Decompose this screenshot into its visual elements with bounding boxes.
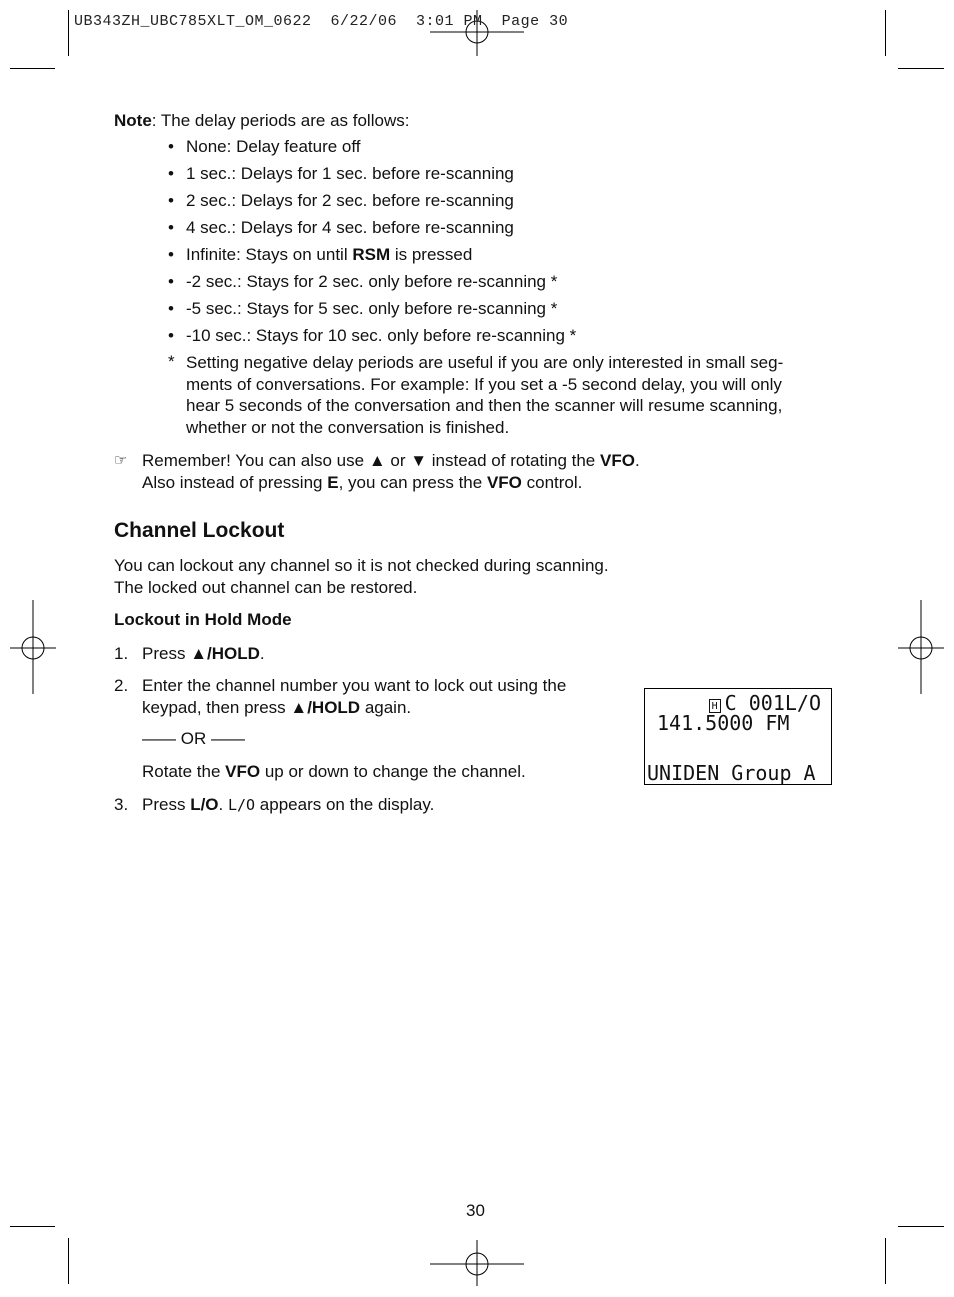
footnote-line: whether or not the conversation is finished. <box>186 417 510 437</box>
tip-line-1 <box>142 450 640 472</box>
bullet: • <box>168 272 174 291</box>
crop-mark <box>10 1226 55 1227</box>
step-text: Enter the channel number you want to lock out using the <box>142 676 567 695</box>
list-item <box>168 326 576 346</box>
crop-mark <box>885 1238 886 1284</box>
list-item-text: 2 sec.: Delays for 2 sec. before re-scanning <box>186 191 514 210</box>
step-text: Rotate the <box>142 762 226 781</box>
list-item <box>168 245 472 265</box>
step-text: up or down to change the channel. <box>260 762 526 781</box>
note-intro-text: : The delay periods are as follows: <box>151 111 410 130</box>
down-arrow-icon: ▼ <box>410 451 428 470</box>
lo-key-label: L/O <box>190 795 219 814</box>
step-text-line <box>142 697 612 719</box>
bullet: • <box>168 164 174 183</box>
crop-mark <box>68 1238 69 1284</box>
lcd-channel: C 001L/O <box>724 691 821 715</box>
bullet: • <box>168 191 174 210</box>
step-text: . <box>218 795 228 814</box>
hold-indicator-icon: H <box>709 699 721 713</box>
footnote <box>168 352 828 438</box>
tip-text: or <box>385 451 411 470</box>
tip-text: , you can press the <box>338 472 487 492</box>
tip-text: . <box>634 451 640 470</box>
bullet: • <box>168 218 174 237</box>
subsection-title: Lockout in Hold Mode <box>114 610 292 629</box>
step-3 <box>114 794 612 817</box>
list-item-text: 4 sec.: Delays for 4 sec. before re-scanning <box>186 218 514 237</box>
intro-line: The locked out channel can be restored. <box>114 578 418 597</box>
note-intro <box>114 111 409 131</box>
or-divider: —— OR —— <box>142 729 245 748</box>
list-item <box>168 164 514 184</box>
vfo-label: VFO <box>486 472 522 492</box>
bullet: • <box>168 245 174 264</box>
crop-mark <box>68 10 69 56</box>
section-title: Channel Lockout <box>114 519 285 542</box>
step-text: again. <box>360 697 412 717</box>
bullet: • <box>168 299 174 318</box>
crop-mark <box>898 1226 944 1227</box>
bullet: • <box>168 326 174 345</box>
step-number: 3. <box>114 795 129 814</box>
list-item-text: None: Delay feature off <box>186 137 361 156</box>
lcd-frequency: 141.5000 FM <box>657 711 790 735</box>
pointing-hand-icon: ☞ <box>114 452 128 469</box>
footnote-line: ments of conversations. For example: If you set a -5 second delay, you will only <box>186 374 782 394</box>
list-item <box>168 137 361 157</box>
footnote-line: hear 5 seconds of the conversation and then the scanner will resume scanning, <box>186 396 783 415</box>
registration-mark-icon <box>430 1240 524 1286</box>
lcd-display <box>644 688 832 785</box>
list-item <box>168 299 557 319</box>
list-item-text: -10 sec.: Stays for 10 sec. only before re-scanning * <box>186 326 577 345</box>
page-number: 30 <box>466 1201 485 1220</box>
step-text: appears on the display. <box>255 795 435 814</box>
step-1 <box>114 643 612 665</box>
bullet: • <box>168 137 174 156</box>
section-intro <box>114 555 609 599</box>
list-item-text: -2 sec.: Stays for 2 sec. only before re-scanning * <box>186 272 558 291</box>
print-slug: UB343ZH_UBC785XLT_OM_0622 6/22/06 3:01 PM Page 30 <box>74 13 569 30</box>
up-arrow-icon: ▲ <box>368 451 386 470</box>
rotate-instruction <box>142 762 526 782</box>
step-2 <box>114 675 612 718</box>
step-text: Press <box>142 795 191 814</box>
tip-text: instead of rotating the <box>427 451 600 470</box>
step-text: keypad, then press <box>142 697 291 717</box>
vfo-label: VFO <box>225 762 261 781</box>
registration-mark-icon <box>10 600 56 694</box>
list-item-text: Infinite: Stays on until <box>186 245 353 264</box>
list-item <box>168 272 557 292</box>
tip-text: Remember! You can also use <box>142 451 369 470</box>
note-label: Note <box>114 111 152 130</box>
list-item <box>168 191 514 211</box>
rsm-key-label: RSM <box>352 245 391 264</box>
tip-line-2 <box>142 472 640 494</box>
step-number: 2. <box>114 676 129 695</box>
hold-key-label: ▲/HOLD <box>190 644 260 663</box>
list-item-text: is pressed <box>390 245 473 264</box>
intro-line: You can lockout any channel so it is not checked during scanning. <box>114 556 609 575</box>
lockout-indicator-glyph: L/O <box>227 796 256 814</box>
crop-mark <box>898 68 944 69</box>
footnote-line: Setting negative delay periods are useful if you are only interested in small seg- <box>186 353 784 372</box>
list-item-text: 1 sec.: Delays for 1 sec. before re-scanning <box>186 164 514 183</box>
tip <box>114 450 640 493</box>
step-text: Press <box>142 644 191 663</box>
footnote-mark: * <box>168 352 175 371</box>
lcd-group-name: UNIDEN Group A <box>647 761 816 785</box>
crop-mark <box>885 10 886 56</box>
hold-key-label: ▲/HOLD <box>290 697 361 717</box>
list-item <box>168 218 514 238</box>
registration-mark-icon <box>898 600 944 694</box>
step-number: 1. <box>114 644 129 663</box>
crop-mark <box>10 68 55 69</box>
tip-text: control. <box>521 472 583 492</box>
list-item-text: -5 sec.: Stays for 5 sec. only before re-scanning * <box>186 299 558 318</box>
tip-text: Also instead of pressing <box>142 472 328 492</box>
e-key-label: E <box>327 472 339 492</box>
step-text: . <box>259 644 265 663</box>
vfo-label: VFO <box>599 451 635 470</box>
